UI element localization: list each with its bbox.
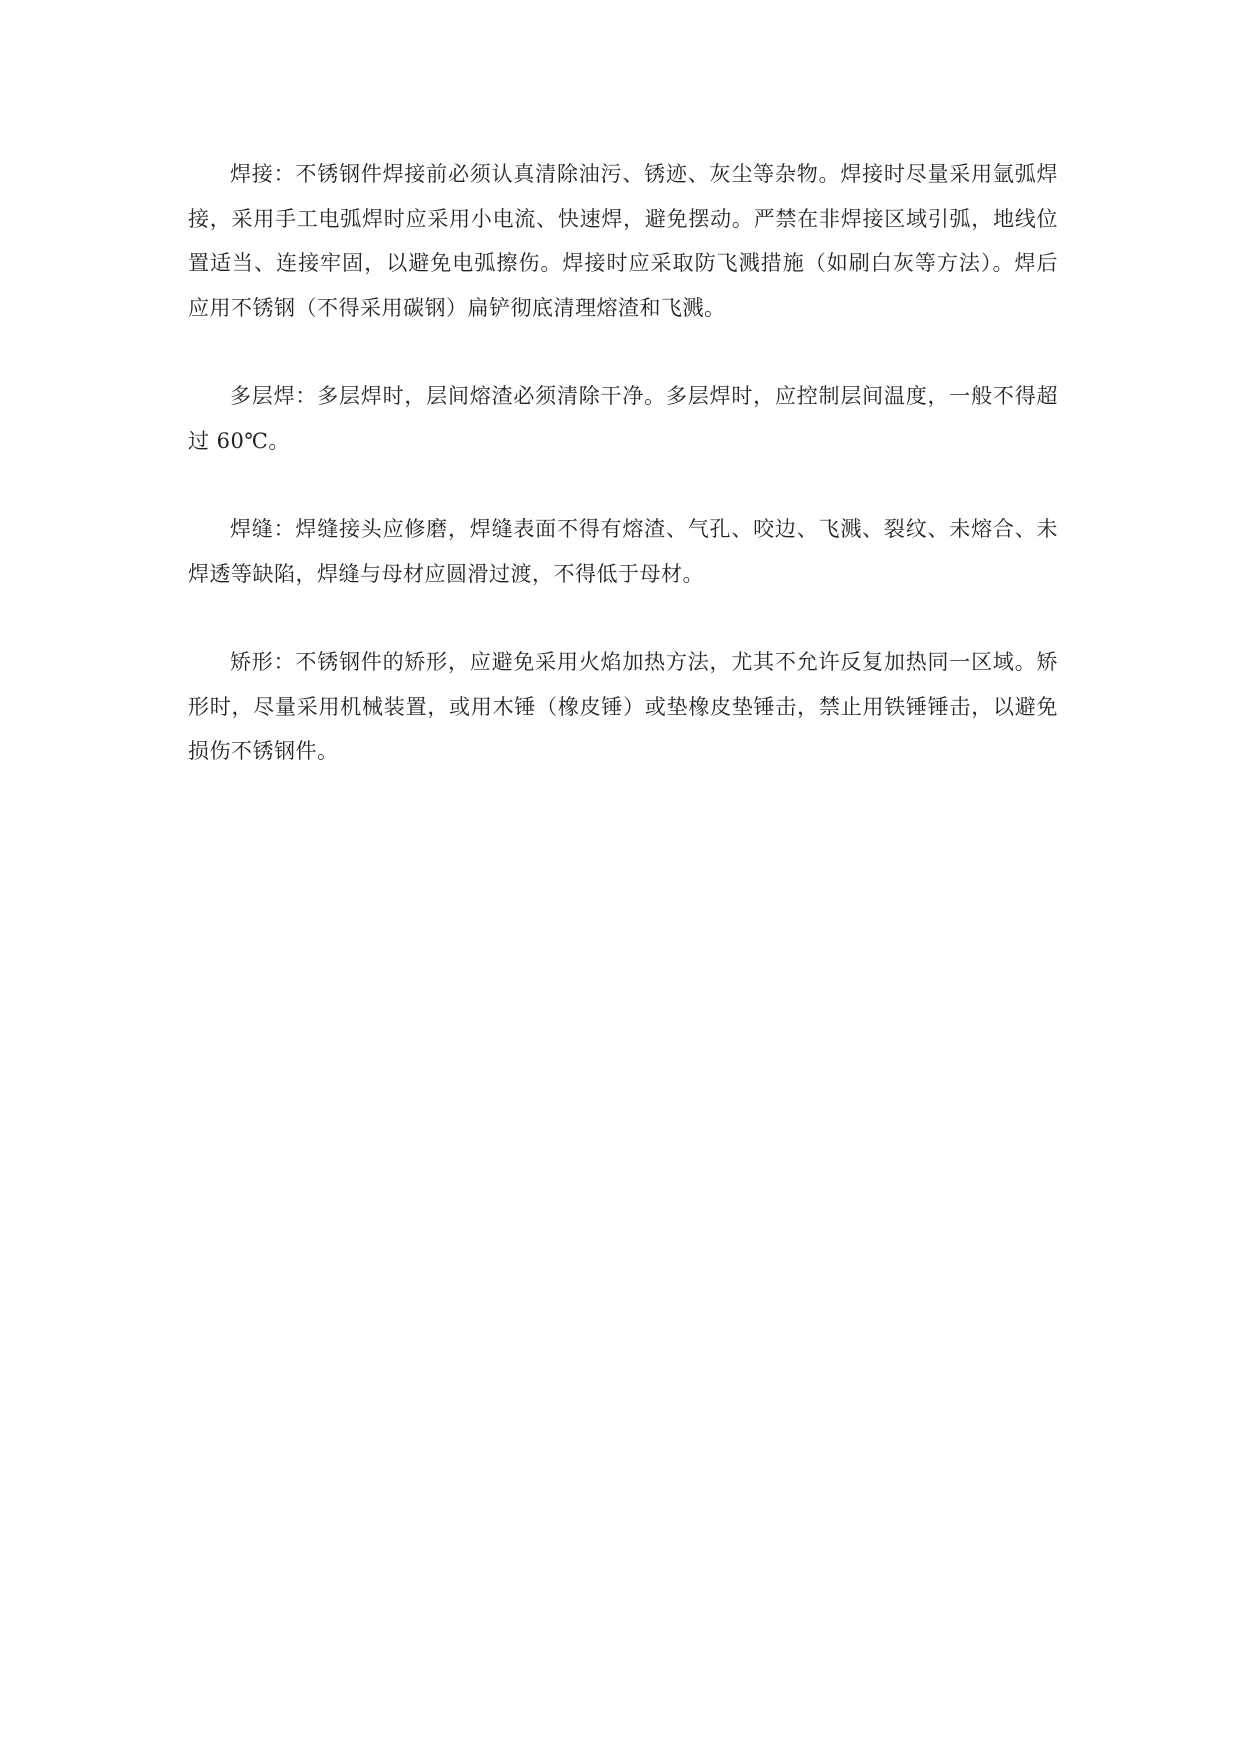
paragraph-weld-seam: 焊缝：焊缝接头应修磨，焊缝表面不得有熔渣、气孔、咬边、飞溅、裂纹、未熔合、未焊透等缺陷，焊缝与母材应圆滑过渡，不得低于母材。 bbox=[188, 517, 1058, 586]
paragraph-straightening: 矫形：不锈钢件的矫形，应避免采用火焰加热方法，尤其不允许反复加热同一区域。矫形时，尽量采用机械装置，或用木锤（橡皮锤）或垫橡皮垫锤击，禁止用铁锤锤击，以避免损伤不锈钢件。 bbox=[188, 650, 1058, 763]
document-body bbox=[188, 152, 1058, 818]
paragraph-welding: 焊接：不锈钢件焊接前必须认真清除油污、锈迹、灰尘等杂物。焊接时尽量采用氩弧焊接，采用手工电弧焊时应采用小电流、快速焊，避免摆动。严禁在非焊接区域引弧，地线位置适当、连接牢固，以避免电弧擦伤。焊接时应采取防飞溅措施（如刷白灰等方法）。焊后应用不锈钢（不得采用碳钢）扁铲彻底清理熔渣和飞溅。 bbox=[188, 162, 1058, 320]
paragraph-multilayer-welding: 多层焊：多层焊时，层间熔渣必须清除干净。多层焊时，应控制层间温度，一般不得超过 60℃。 bbox=[188, 384, 1058, 453]
